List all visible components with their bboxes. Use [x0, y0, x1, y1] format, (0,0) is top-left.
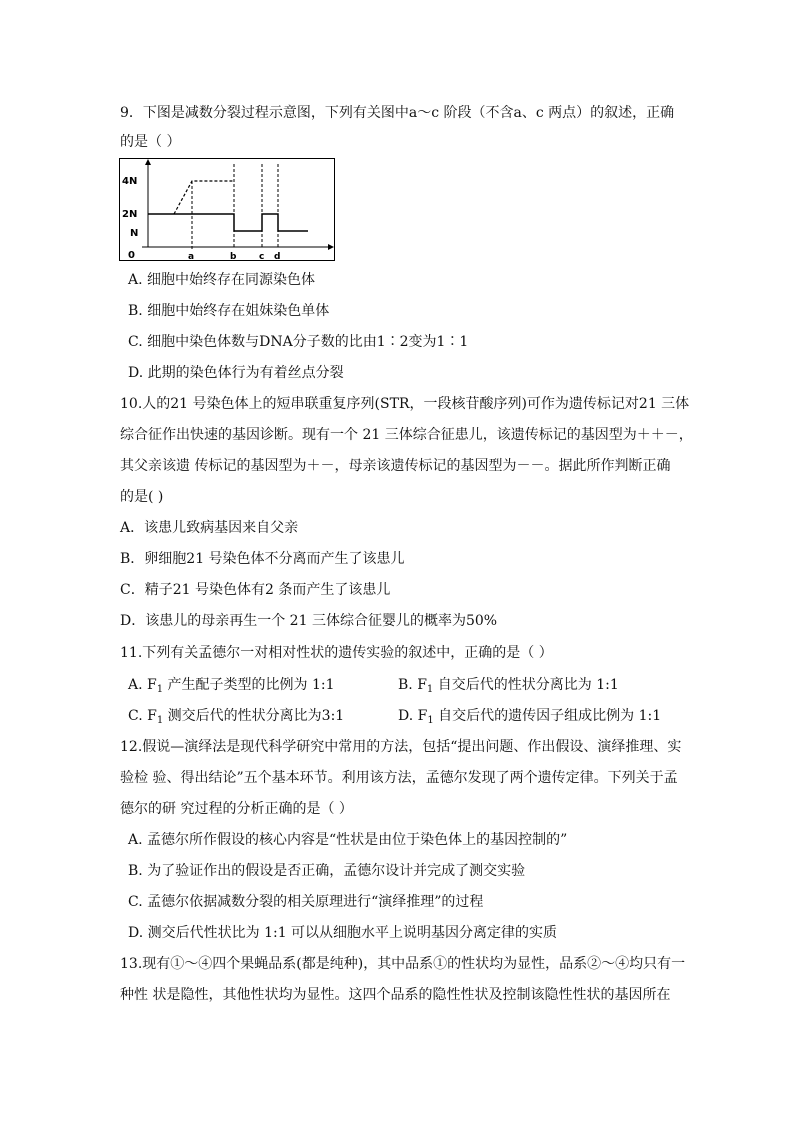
y-tick-label: 4N: [122, 176, 138, 187]
q12-option-c: C. 孟德尔依据减数分裂的相关原理进行“演绎推理”的过程: [128, 894, 484, 910]
q9-stem-line2: 的是（ ）: [120, 134, 181, 150]
meiosis-chart: [119, 158, 335, 261]
q10-stem-line1: 10.人的21 号染色体上的短串联重复序列(STR，一段核苷酸序列)可作为遗传标记对21 三体: [120, 396, 690, 412]
q12-option-a: A. 孟德尔所作假设的核心内容是“性状是由位于染色体上的基因控制的”: [128, 832, 568, 848]
q10-option-b: B．卵细胞21 号染色体不分离而产生了该患儿: [120, 551, 405, 567]
q10-option-a: A．该患儿致病基因来自父亲: [120, 520, 299, 536]
q11-stem: 11.下列有关孟德尔一对相对性状的遗传实验的叙述中，正确的是（ ）: [120, 645, 553, 661]
q9-option-c: C. 细胞中染色体数与DNA分子数的比由1∶2变为1∶1: [128, 334, 469, 350]
f-symbol: F: [417, 708, 428, 724]
q12-option-d: D. 测交后代性状比为 1:1 可以从细胞水平上说明基因分离定律的实质: [128, 925, 558, 941]
q11-option-b: [398, 675, 619, 697]
series-solid: [148, 214, 308, 231]
option-text: 自交后代的遗传因子组成比例为 1:1: [433, 708, 662, 724]
subscript: 1: [426, 684, 434, 695]
x-axis-arrow: [328, 244, 334, 250]
option-text: 测交后代的性状分离比为3:1: [163, 708, 345, 724]
x-tick-label: a: [188, 252, 195, 260]
series-dashed: [174, 181, 234, 214]
q13-stem-line1: 13.现有①～④四个果蝇品系(都是纯种)，其中品系①的性状均为显性，品系②～④均只有一: [120, 956, 686, 972]
x-tick-label: b: [230, 252, 237, 260]
q10-stem-line2: 综合征作出快速的基因诊断。现有一个 21 三体综合征患儿，该遗传标记的基因型为＋＋－，: [120, 427, 693, 443]
q11-option-d: [398, 706, 661, 728]
q9-option-a: A. 细胞中始终存在同源染色体: [128, 272, 316, 288]
meiosis-chart-svg: [120, 159, 334, 260]
option-letter: D.: [398, 708, 418, 724]
q13-stem-line2: 种性 状是隐性，其他性状均为显性。这四个品系的隐性性状及控制该隐性性状的基因所在: [120, 987, 671, 1003]
option-letter: B.: [398, 677, 418, 693]
subscript: 1: [156, 715, 164, 726]
q12-stem-line2: 验检 验、得出结论”五个基本环节。利用该方法，孟德尔发现了两个遗传定律。下列关于孟: [120, 770, 678, 786]
option-letter: A.: [128, 677, 148, 693]
f-symbol: F: [147, 677, 157, 693]
q12-option-b: B. 为了验证作出的假设是否正确，孟德尔设计并完成了测交实验: [128, 863, 526, 879]
q10-stem-line4: 的是( ): [120, 489, 164, 505]
f-symbol: F: [147, 708, 157, 724]
y-tick-label: 2N: [122, 209, 138, 220]
y-tick-label: N: [130, 228, 139, 239]
option-text: 产生配子类型的比例为 1:1: [163, 677, 335, 693]
q10-stem-line3: 其父亲该遗 传标记的基因型为＋－，母亲该遗传标记的基因型为－－。据此所作判断正确: [120, 458, 671, 474]
option-letter: C.: [128, 708, 148, 724]
y-axis-arrow: [145, 159, 151, 165]
subscript: 1: [156, 684, 164, 695]
f-symbol: F: [417, 677, 427, 693]
x-tick-label: d: [274, 252, 281, 260]
q12-stem-line3: 德尔的研 究过程的分析正确的是（ ）: [120, 801, 353, 817]
q9-stem-line1: 9．下图是减数分裂过程示意图，下列有关图中a～c 阶段（不含a、c 两点）的叙述，正确: [120, 105, 675, 121]
q10-option-c: C．精子21 号染色体有2 条而产生了该患儿: [120, 582, 391, 598]
q10-option-d: D．该患儿的母亲再生一个 21 三体综合征婴儿的概率为50%: [120, 613, 498, 629]
q11-option-a: [128, 675, 335, 697]
option-text: 自交后代的性状分离比为 1:1: [433, 677, 619, 693]
q9-option-b: B. 细胞中始终存在姐妹染色单体: [128, 303, 330, 319]
q9-option-d: D. 此期的染色体行为有着丝点分裂: [128, 365, 344, 381]
q12-stem-line1: 12.假说—演绎法是现代科学研究中常用的方法，包括“提出问题、作出假设、演绎推理、实: [120, 739, 682, 755]
x-tick-label: c: [259, 252, 265, 260]
y-tick-label: 0: [128, 250, 135, 260]
q11-option-c: [128, 706, 344, 728]
subscript: 1: [427, 715, 434, 726]
